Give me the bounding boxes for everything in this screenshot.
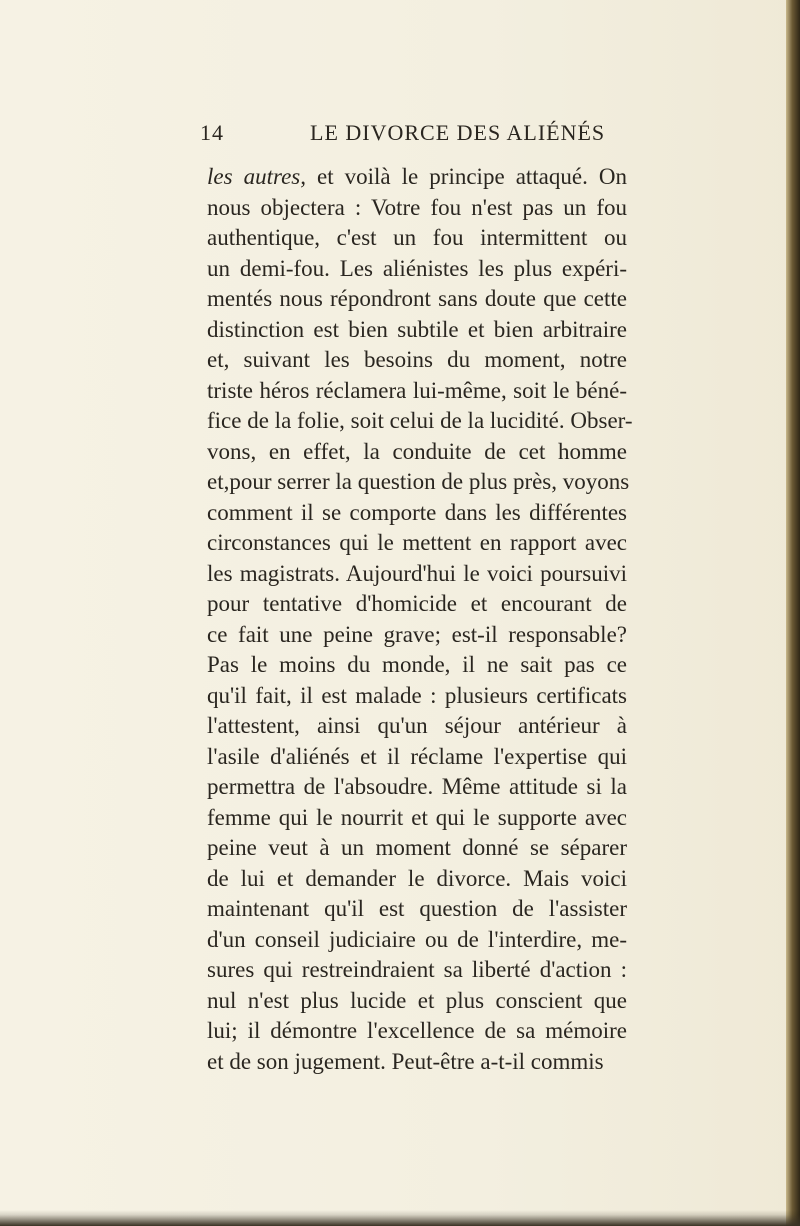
text-line: et de son jugement. Peut-être a-t-il commis [207,1048,604,1074]
text-line: pour tentative d'homicide et encourant de [207,591,627,616]
text-line: distinction est bien subtile et bien arbitraire [207,316,627,342]
text-line: peine veut à un moment donné se séparer [207,835,627,860]
text-line: mentés nous répondront sans doute que cette [207,286,627,311]
text-line: maintenant qu'il est question de l'assister [207,896,627,921]
text-line: authentique, c'est un fou intermittent ou [207,225,627,250]
text-line: femme qui le nourrit et qui le supporte avec [207,804,627,830]
text-line: qu'il fait, il est malade : plusieurs certificats [207,682,627,708]
text-line: circonstances qui le mettent en rapport avec [207,530,627,555]
italic-phrase: les autres, [207,164,306,189]
page-header [200,120,620,150]
text-line: vons, en effet, la conduite de cet homme [207,438,627,464]
text-line: et, suivant les besoins du moment, notre [207,347,627,372]
text-line [207,162,627,193]
text-line: et,pour serrer la question de plus près, voyons [207,469,630,494]
text-line: l'attestent, ainsi qu'un séjour antérieur à [207,713,627,738]
text-line: permettra de l'absoudre. Même attitude si la [207,774,627,799]
text-line: les magistrats. Aujourd'hui le voici poursuivi [207,560,627,586]
scan-bottom-edge [0,1210,800,1226]
text-line: comment il se comporte dans les différentes [207,499,627,525]
page-number: 14 [200,120,224,145]
text-line: lui; il démontre l'excellence de sa mémoire [207,1018,627,1043]
binding-edge [786,0,800,1226]
body-text [207,162,633,1077]
text-fragment: et voilà le principe attaqué. On [305,164,627,189]
text-line: Pas le moins du monde, il ne sait pas ce [207,652,627,677]
text-line: un demi-fou. Les aliénistes les plus expéri- [207,255,627,281]
text-line: d'un conseil judiciaire ou de l'interdire, me- [207,926,627,952]
text-line: nul n'est plus lucide et plus conscient que [207,987,627,1013]
text-line: nous objectera : Votre fou n'est pas un fou [207,194,627,220]
running-title: LE DIVORCE DES ALIÉNÉS [310,120,606,145]
text-line: sures qui restreindraient sa liberté d'action : [207,957,627,982]
text-line: l'asile d'aliénés et il réclame l'expertise qui [207,743,627,769]
text-line: ce fait une peine grave; est-il responsable? [207,621,627,647]
text-line: de lui et demander le divorce. Mais voici [207,865,627,891]
text-line: fice de la folie, soit celui de la lucidité. Obser- [207,408,633,433]
text-line: triste héros réclamera lui-même, soit le béné- [207,377,627,403]
